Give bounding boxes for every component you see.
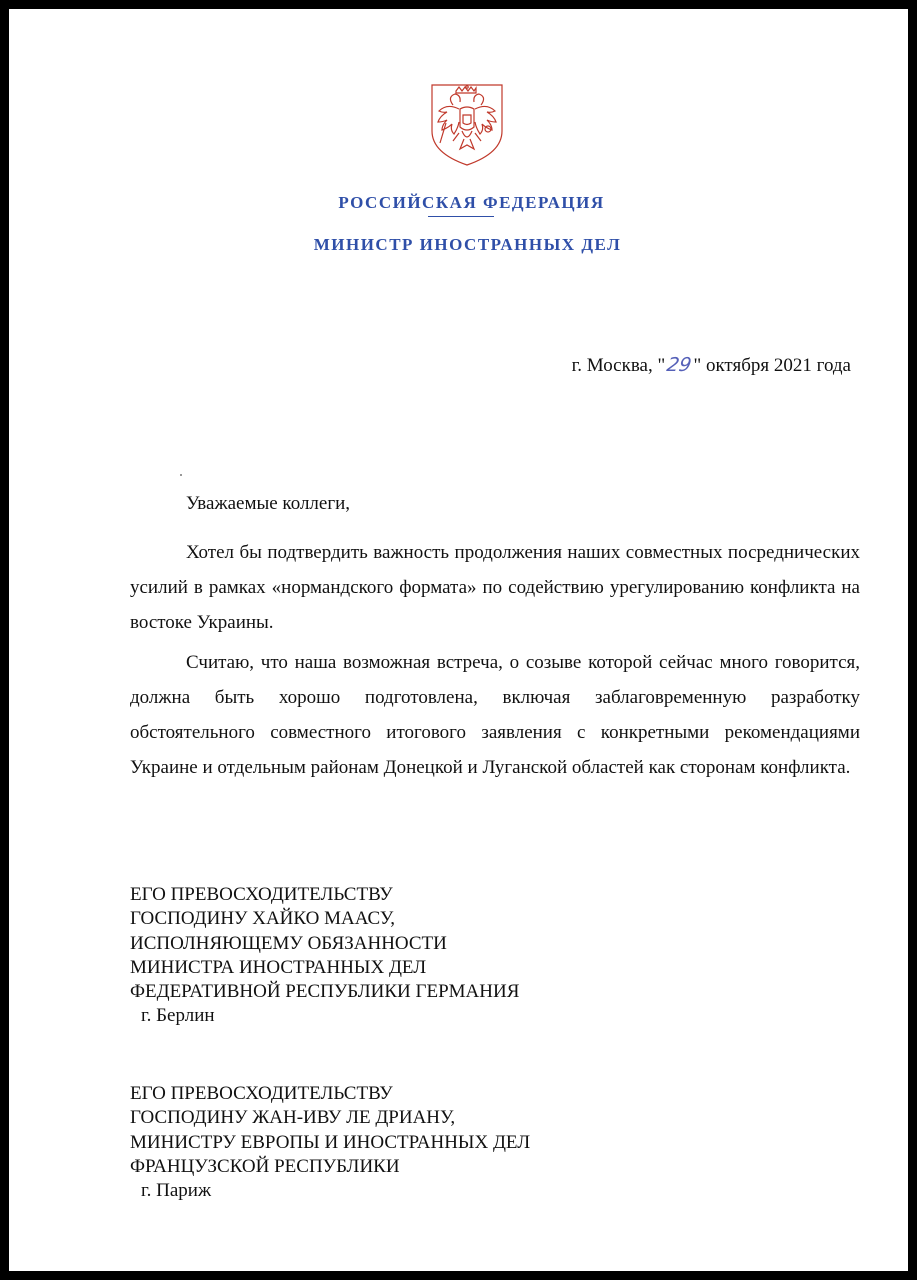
dateline: [572, 354, 851, 377]
addressee-line: МИНИСТРА ИНОСТРАННЫХ ДЕЛ: [130, 956, 427, 978]
dateline-handwritten-day: 29: [665, 354, 694, 376]
paragraph-text: Хотел бы подтвердить важность продолжения наших совместных посреднических усилий в рамках «нормандского формата» по содействию урегулированию конфликта на востоке Украины.: [130, 542, 860, 633]
letterhead-country: РОССИЙСКАЯ ФЕДЕРАЦИЯ: [338, 193, 605, 212]
addressee-block-germany: [130, 883, 519, 1029]
dateline-suffix: " октября 2021 года: [693, 355, 851, 376]
scan-speck: [180, 474, 182, 476]
addressee-city: г. Берлин: [141, 1005, 215, 1027]
addressee-line: ФРАНЦУЗСКОЙ РЕСПУБЛИКИ: [130, 1155, 400, 1177]
salutation: Уважаемые коллеги,: [186, 493, 351, 514]
paragraph-text: Считаю, что наша возможная встреча, о созыве которой сейчас много говорится, должна быть хорошо подготовлена, включая заблаговременную разработку обстоятельного совместного итогового заявления с конкретными рекомендациями Украине и отдельным районам Донецкой и Луганской областей как сторонам конфликта.: [130, 652, 860, 778]
addressee-line: ИСПОЛНЯЮЩЕМУ ОБЯЗАННОСТИ: [130, 932, 447, 954]
dateline-prefix: г. Москва, ": [571, 355, 666, 376]
addressee-line: ЕГО ПРЕВОСХОДИТЕЛЬСТВУ: [130, 1083, 393, 1104]
addressee-line: ГОСПОДИНУ ХАЙКО МААСУ,: [130, 908, 395, 930]
addressee-city: г. Париж: [141, 1180, 212, 1202]
addressee-line: ГОСПОДИНУ ЖАН-ИВУ ЛЕ ДРИАНУ,: [130, 1107, 456, 1129]
russian-coat-of-arms-icon: [426, 79, 508, 167]
addressee-line: ФЕДЕРАТИВНОЙ РЕСПУБЛИКИ ГЕРМАНИЯ: [130, 981, 520, 1003]
body-paragraph-1: [130, 535, 860, 640]
letterhead-office: МИНИСТР ИНОСТРАННЫХ ДЕЛ: [313, 235, 622, 254]
letter-page: [9, 9, 908, 1271]
body-paragraph-2: [130, 645, 860, 785]
letterhead-divider: [428, 216, 494, 217]
addressee-block-france: [130, 1082, 530, 1203]
addressee-line: МИНИСТРУ ЕВРОПЫ И ИНОСТРАННЫХ ДЕЛ: [130, 1131, 531, 1153]
addressee-line: ЕГО ПРЕВОСХОДИТЕЛЬСТВУ: [130, 884, 393, 905]
